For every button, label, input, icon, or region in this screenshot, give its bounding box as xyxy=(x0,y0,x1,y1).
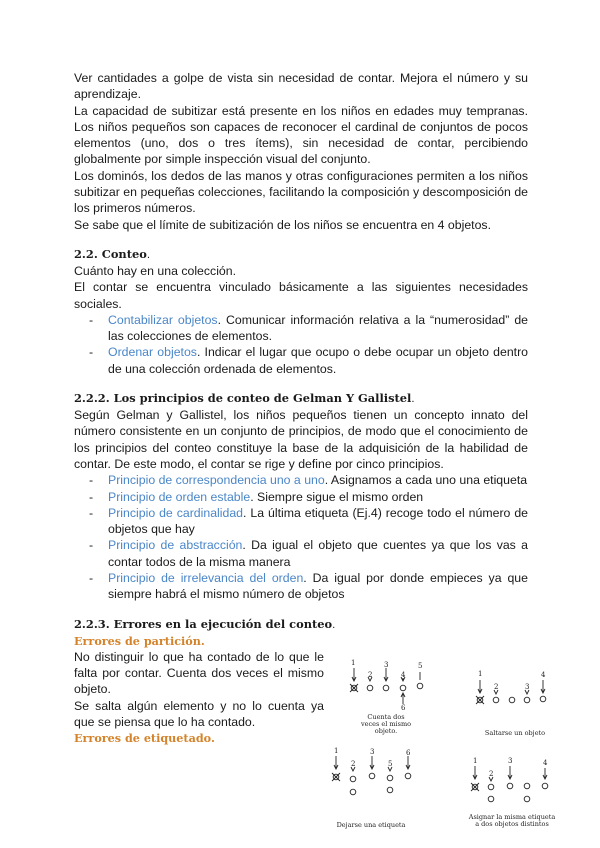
label-3: 3 xyxy=(508,757,513,765)
principios-list xyxy=(74,472,528,602)
conteo-question: Cuánto hay en una colección. xyxy=(74,263,237,278)
diagram-cuenta-dos-veces xyxy=(340,658,440,738)
caption-4: Asignar la misma etiqueta a dos objetos distintos xyxy=(468,813,556,828)
label-5: 5 xyxy=(418,662,423,670)
label-2: 2 xyxy=(494,683,499,691)
link-principio-irrelevancia[interactable]: Principio de irrelevancia del orden xyxy=(108,571,304,586)
label-4: 4 xyxy=(401,671,406,679)
conteo-paragraph: El contar se encuentra vinculado básicamente a las siguientes necesidades sociales. xyxy=(74,280,528,311)
caption-2: Saltarse un objeto xyxy=(484,729,546,737)
principios-paragraph: Según Gelman y Gallistel, los niños pequeños tienen un concepto innato del número consistente en un conjunto de principios, de modo que el conocimiento de los principios del conteo constituye la base de la adquisición de la habilidad de contar. De este modo, el contar se rige y define por cinco principios. xyxy=(74,408,528,471)
label-1: 1 xyxy=(334,747,339,755)
section-heading-errores: 2.2.3. Errores en la ejecución del conteo. xyxy=(74,616,336,631)
label-2: 2 xyxy=(489,770,494,778)
label-6: 6 xyxy=(406,749,411,757)
label-3: 3 xyxy=(384,661,389,669)
intro-paragraph-3: Los dominós, los dedos de las manos y otras configuraciones permiten a los niños subitizar en pequeñas colecciones, facilitando la composición y descomposición de los primeros números. xyxy=(74,168,528,216)
list-item: - Principio de abstracción. Da igual el objeto que cuentes ya que los vas a contar todos de la misma manera xyxy=(74,537,528,570)
diagram-dejarse-etiqueta xyxy=(326,746,436,836)
label-4: 4 xyxy=(543,759,548,767)
list-item: - Principio de cardinalidad. La última etiqueta (Ej.4) recoge todo el número de objetos que hay xyxy=(74,505,528,538)
list-item: - Principio de correspondencia uno a uno. Asignamos a cada uno una etiqueta xyxy=(74,472,528,488)
label-2: 2 xyxy=(351,760,356,768)
caption-3: Dejarse una etiqueta xyxy=(336,821,406,829)
intro-paragraph-1: Ver cantidades a golpe de vista sin necesidad de contar. Mejora el número y su aprendizaje. xyxy=(74,71,528,102)
intro-paragraph-2: La capacidad de subitizar está presente en los niños en edades muy tempranas. Los niños pequeños son capaces de reconocer el cardinal de conjuntos de pocos elementos (uno, dos o tres ítems), sin necesidad de contar, percibiendo globalmente por simple inspección visual del conjunto. xyxy=(74,103,528,167)
label-4: 4 xyxy=(541,671,546,679)
link-principio-abstraccion[interactable]: Principio de abstracción xyxy=(108,538,243,553)
subheading-particion: Errores de partición. xyxy=(74,633,205,648)
caption-1: Cuenta dos veces el mismo objeto. xyxy=(360,713,412,735)
diagram-saltarse-objeto xyxy=(470,668,570,738)
list-item: - Ordenar objetos. Indicar el lugar que ocupo o debe ocupar un objeto dentro de una colección ordenada de elementos. xyxy=(74,344,528,377)
label-6: 6 xyxy=(401,704,406,712)
list-item: - Principio de orden estable. Siempre sigue el mismo orden xyxy=(74,489,528,505)
link-principio-cardinalidad[interactable]: Principio de cardinalidad xyxy=(108,505,244,520)
link-principio-correspondencia[interactable]: Principio de correspondencia uno a uno xyxy=(108,473,325,488)
section-heading-conteo: 2.2. Conteo. xyxy=(74,246,150,261)
link-contabilizar[interactable]: Contabilizar objetos xyxy=(108,312,218,327)
diagram-misma-etiqueta xyxy=(465,756,575,836)
document-page xyxy=(74,70,528,746)
list-item: - Contabilizar objetos. Comunicar información relativa a la “numerosidad” de las colecciones de elementos. xyxy=(74,312,528,345)
section-heading-principios: 2.2.2. Los principios de conteo de Gelman Y Gallistel. xyxy=(74,391,415,406)
link-ordenar[interactable]: Ordenar objetos xyxy=(108,345,197,360)
label-1: 1 xyxy=(478,670,483,678)
particion-paragraph-2: Se salta algún elemento y no lo cuenta ya que se piensa que lo ha contado. xyxy=(74,698,324,729)
label-1: 1 xyxy=(351,659,356,667)
link-principio-orden[interactable]: Principio de orden estable xyxy=(108,489,251,504)
list-item: - Principio de irrelevancia del orden. Da igual por donde empieces ya que siempre habrá el mismo número de objetos xyxy=(74,570,528,603)
label-5: 5 xyxy=(388,760,393,768)
particion-paragraph-1: No distinguir lo que ha contado de lo que le falta por contar. Cuenta dos veces el mismo objeto. xyxy=(74,649,324,697)
conteo-list xyxy=(74,312,528,377)
label-1: 1 xyxy=(473,757,478,765)
diagram-2-drawing xyxy=(470,668,570,738)
subheading-etiquetado: Errores de etiquetado. xyxy=(74,731,215,746)
label-2: 2 xyxy=(368,671,373,679)
intro-paragraph-4: Se sabe que el límite de subitización de los niños se encuentra en 4 objetos. xyxy=(74,217,491,232)
label-3: 3 xyxy=(525,683,530,691)
label-3: 3 xyxy=(370,748,375,756)
